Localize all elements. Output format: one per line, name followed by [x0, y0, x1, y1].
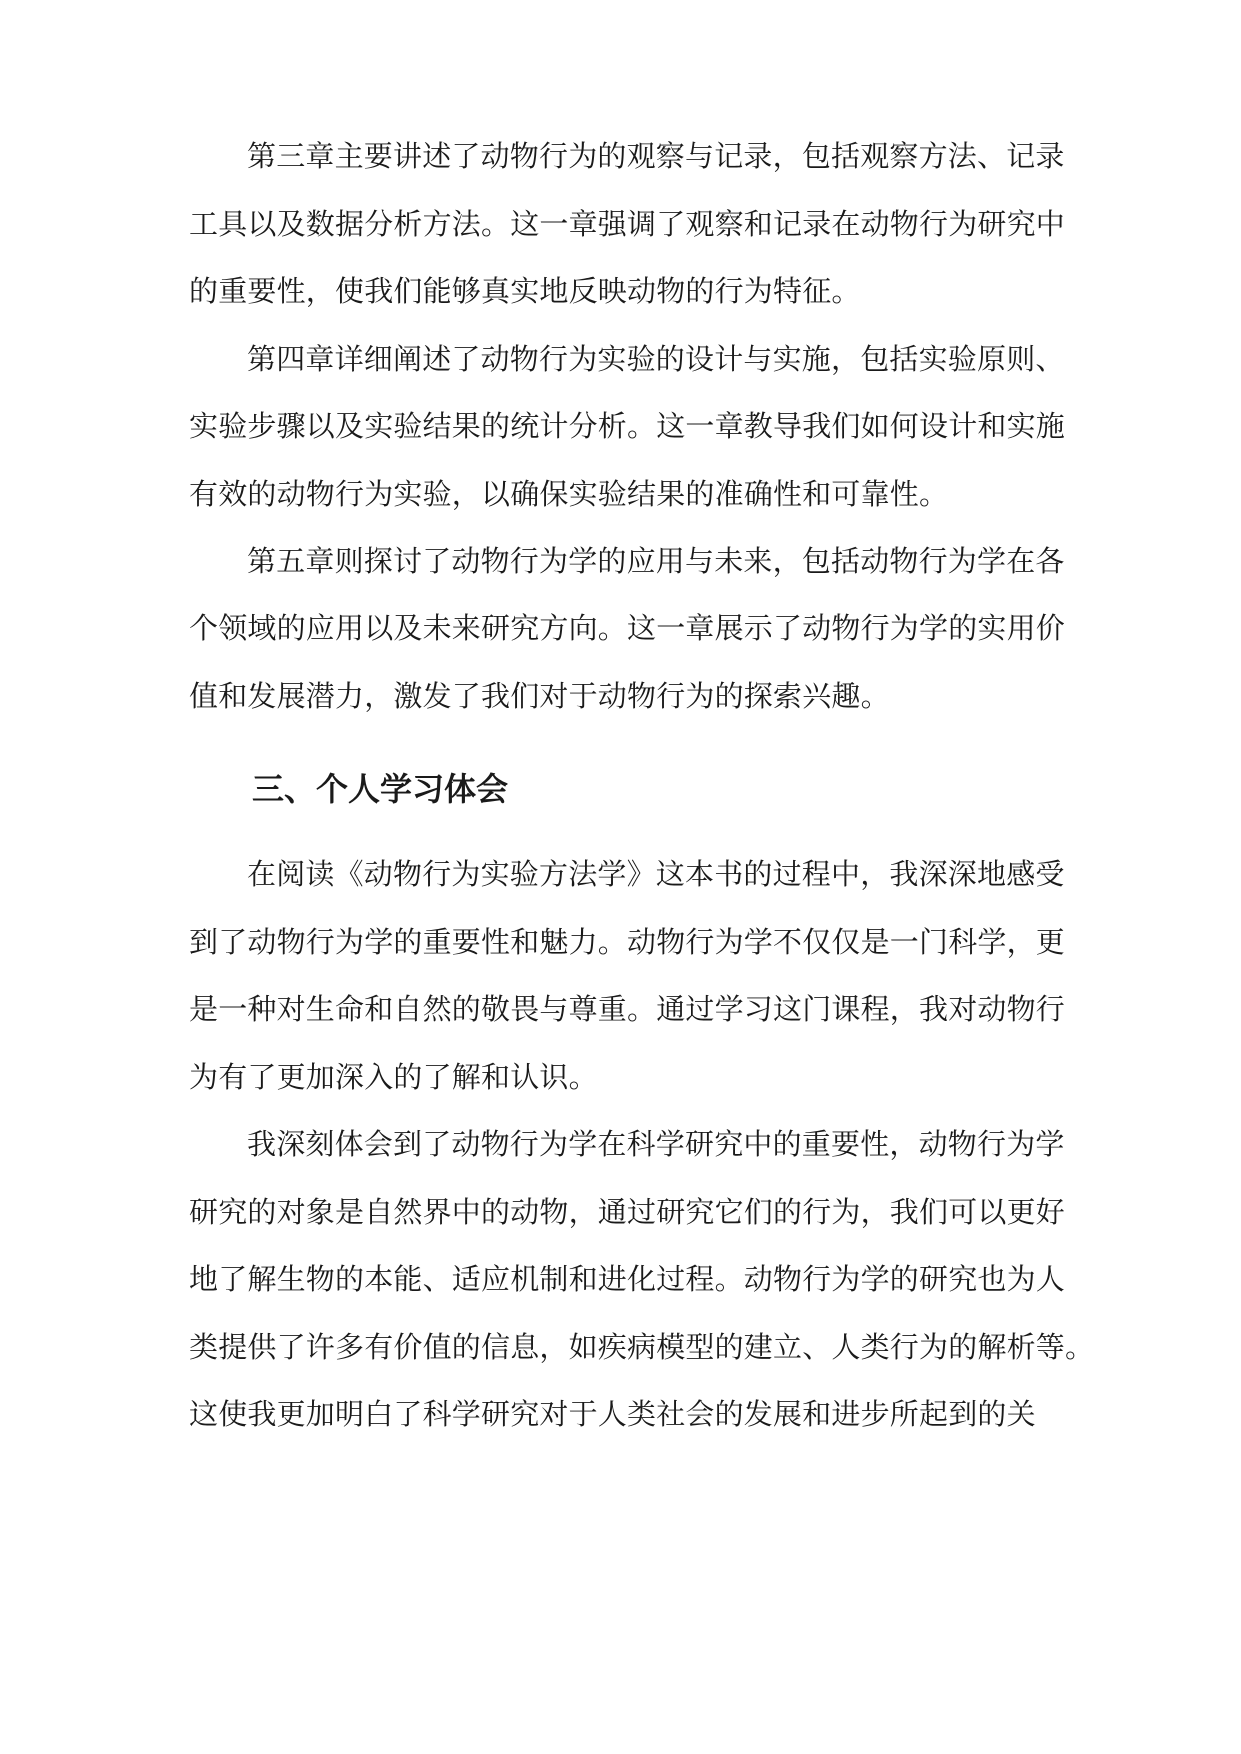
- section-heading: 三、个人学习体会: [252, 770, 509, 808]
- paragraph-3-line-3: 值和发展潜力，激发了我们对于动物行为的探索兴趣。: [189, 679, 890, 713]
- paragraph-2-line-2: 实验步骤以及实验结果的统计分析。这一章教导我们如何设计和实施: [189, 409, 1066, 443]
- paragraph-3-line-2: 个领域的应用以及未来研究方向。这一章展示了动物行为学的实用价: [189, 611, 1066, 645]
- paragraph-1-line-2: 工具以及数据分析方法。这一章强调了观察和记录在动物行为研究中: [189, 207, 1066, 241]
- section-paragraph-2-line-2: 研究的对象是自然界中的动物，通过研究它们的行为，我们可以更好: [189, 1195, 1066, 1229]
- section-paragraph-1-line-4: 为有了更加深入的了解和认识。: [189, 1060, 598, 1094]
- section-paragraph-1-line-3: 是一种对生命和自然的敬畏与尊重。通过学习这门课程，我对动物行: [189, 992, 1066, 1026]
- paragraph-1-line-3: 的重要性，使我们能够真实地反映动物的行为特征。: [189, 274, 861, 308]
- section-paragraph-2-line-3: 地了解生物的本能、适应机制和进化过程。动物行为学的研究也为人: [189, 1262, 1066, 1296]
- paragraph-2-line-3: 有效的动物行为实验，以确保实验结果的准确性和可靠性。: [189, 477, 949, 511]
- paragraph-3-line-1: 第五章则探讨了动物行为学的应用与未来，包括动物行为学在各: [247, 544, 1065, 578]
- section-paragraph-2-line-5: 这使我更加明白了科学研究对于人类社会的发展和进步所起到的关: [189, 1397, 1036, 1431]
- section-paragraph-2-line-1: 我深刻体会到了动物行为学在科学研究中的重要性，动物行为学: [247, 1127, 1065, 1161]
- paragraph-1-line-1: 第三章主要讲述了动物行为的观察与记录，包括观察方法、记录: [247, 139, 1065, 173]
- section-paragraph-1-line-2: 到了动物行为学的重要性和魅力。动物行为学不仅仅是一门科学，更: [189, 925, 1066, 959]
- section-paragraph-2-line-4: 类提供了许多有价值的信息，如疾病模型的建立、人类行为的解析等。: [189, 1330, 1095, 1364]
- section-paragraph-1-line-1: 在阅读《动物行为实验方法学》这本书的过程中，我深深地感受: [247, 857, 1065, 891]
- paragraph-2-line-1: 第四章详细阐述了动物行为实验的设计与实施，包括实验原则、: [247, 342, 1065, 376]
